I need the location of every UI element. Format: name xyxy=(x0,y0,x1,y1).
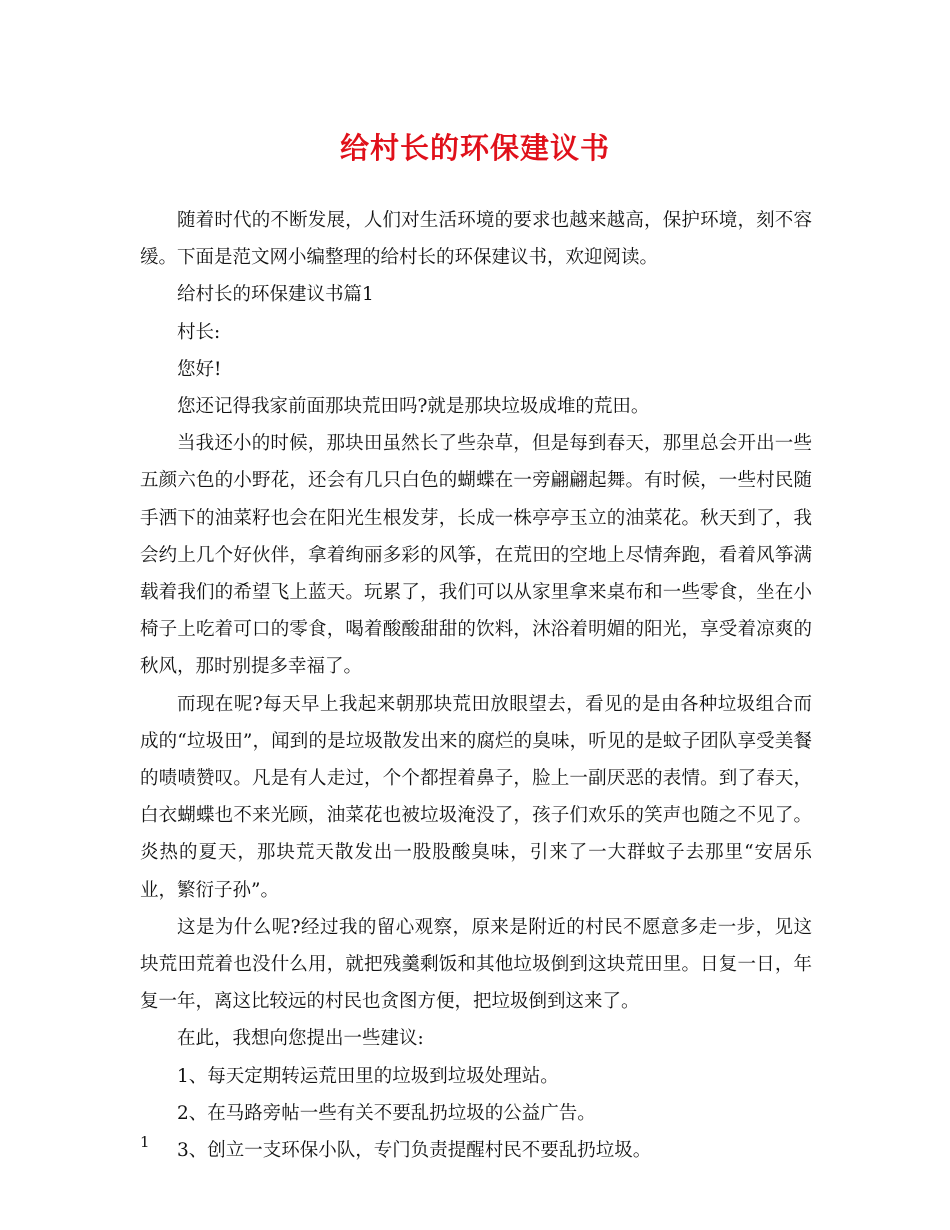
intro-paragraph: 随着时代的不断发展，人们对生活环境的要求也越来越高，保护环境，刻不容缓。下面是范文网小编整理的给村长的环保建议书，欢迎阅读。 xyxy=(140,210,812,269)
section-heading: 给村长的环保建议书篇1 xyxy=(177,284,374,306)
body-paragraph: 当我还小的时候，那块田虽然长了些杂草，但是每到春天，那里总会开出一些五颜六色的小野花，还会有几只白色的蝴蝶在一旁翩翩起舞。有时候，一些村民随手洒下的油菜籽也会在阳光生根发芽，长成一株亭亭玉立的油菜花。秋天到了，我会约上几个好伙伴，拿着绚丽多彩的风筝，在荒田的空地上尽情奔跑，看着风筝满载着我们的希望飞上蓝天。玩累了，我们可以从家里拿来桌布和一些零食，坐在小椅子上吃着可口的零食，喝着酸酸甜甜的饮料，沐浴着明媚的阳光，享受着凉爽的秋风，那时别提多幸福了。 xyxy=(140,433,812,678)
suggestion-item: 1、每天定期转运荒田里的垃圾到垃圾处理站。 xyxy=(177,1065,559,1087)
document-title: 给村长的环保建议书 xyxy=(339,131,610,165)
document-body xyxy=(140,202,812,1169)
body-paragraph: 而现在呢?每天早上我起来朝那块荒田放眼望去，看见的是由各种垃圾组合而成的“垃圾田”，闻到的是垃圾散发出来的腐烂的臭味，听见的是蚊子团队享受美餐的啧啧赞叹。凡是有人走过，个个都捏着鼻子，脸上一副厌恶的表情。到了春天，白衣蝴蝶也不来光顾，油菜花也被垃圾淹没了，孩子们欢乐的笑声也随之不见了。炎热的夏天，那块荒天散发出一股股酸臭味，引来了一大群蚊子去那里“安居乐业，繁衍子孙”。 xyxy=(140,693,812,901)
body-paragraph: 您还记得我家前面那块荒田吗?就是那块垃圾成堆的荒田。 xyxy=(177,396,650,418)
greeting: 您好! xyxy=(177,358,222,380)
suggestions-intro: 在此，我想向您提出一些建议: xyxy=(177,1028,424,1050)
suggestion-item: 3、创立一支环保小队，专门负责提醒村民不要乱扔垃圾。 xyxy=(177,1140,652,1162)
body-paragraph: 这是为什么呢?经过我的留心观察，原来是附近的村民不愿意多走一步，见这块荒田荒着也没什么用，就把残羹剩饭和其他垃圾倒到这块荒田里。日复一日，年复一年，离这比较远的村民也贪图方便，把垃圾倒到这来了。 xyxy=(140,916,812,1013)
suggestion-item: 2、在马路旁帖一些有关不要乱扔垃圾的公益广告。 xyxy=(177,1102,596,1124)
page-number: 1 xyxy=(140,1133,150,1151)
salutation: 村长: xyxy=(177,321,221,343)
